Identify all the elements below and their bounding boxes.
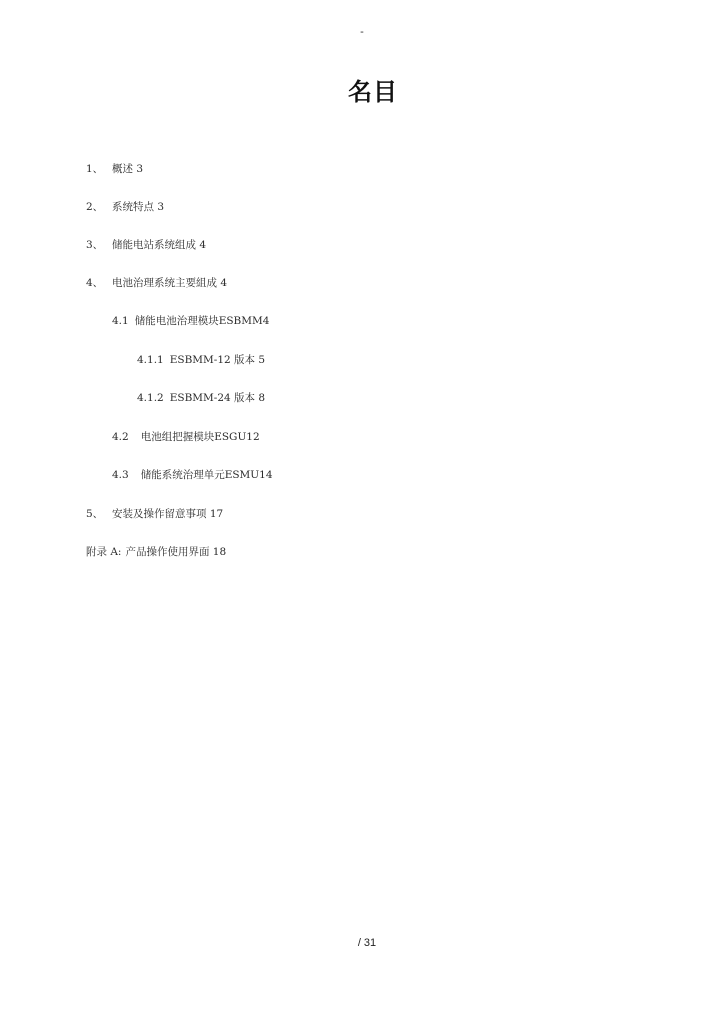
toc-entry-number: 1、 [86, 163, 104, 175]
toc-entry-text: 电池组把握模块ESGU12 [140, 431, 260, 443]
toc-entry-number: 4.1.1 [137, 354, 164, 366]
page-title: 名目 [348, 78, 398, 106]
toc-entry-text: 电池治理系统主要組成 4 [112, 277, 228, 289]
toc-entry-4-1[interactable] [112, 314, 269, 328]
toc-entry-text: 系统特点 3 [112, 201, 165, 213]
toc-entry-number: 5、 [86, 508, 104, 520]
toc-entry-text: 储能电站系统组成 4 [112, 239, 207, 251]
toc-entry-number: 4.1.2 [137, 392, 164, 404]
toc-entry-text: 储能电池治理模块ESBMM4 [134, 315, 270, 327]
page-number: / 31 [357, 937, 377, 949]
toc-entry-2[interactable] [86, 200, 164, 214]
toc-entry-4-2[interactable] [112, 430, 260, 444]
toc-entry-number: 4.3 [112, 469, 129, 481]
toc-entry-text: ESBMM-12 版本 5 [169, 354, 266, 366]
toc-entry-text: 储能系统治理单元ESMU14 [140, 469, 273, 481]
toc-entry-text: 概述 3 [112, 163, 144, 175]
toc-entry-4-3[interactable] [112, 468, 273, 482]
toc-entry-1[interactable] [86, 162, 143, 176]
toc-entry-5[interactable] [86, 507, 223, 521]
toc-entry-number: 2、 [86, 201, 104, 213]
toc-entry-text: ESBMM-24 版本 8 [169, 392, 266, 404]
toc-entry-text: 安装及操作留意事项 17 [112, 508, 224, 520]
toc-entry-appendix-a[interactable] [86, 545, 226, 559]
page-header-mark: - [360, 26, 364, 38]
toc-entry-4[interactable] [86, 276, 227, 290]
toc-entry-4-1-2[interactable] [137, 391, 265, 405]
toc-entry-number: 附录 A: [86, 546, 122, 558]
toc-entry-number: 4.2 [112, 431, 129, 443]
toc-entry-number: 3、 [86, 239, 104, 251]
toc-entry-3[interactable] [86, 238, 206, 252]
toc-entry-text: 产品操作使用界面 18 [125, 546, 227, 558]
toc-entry-number: 4.1 [112, 315, 129, 327]
toc-entry-4-1-1[interactable] [137, 353, 265, 367]
toc-entry-number: 4、 [86, 277, 104, 289]
